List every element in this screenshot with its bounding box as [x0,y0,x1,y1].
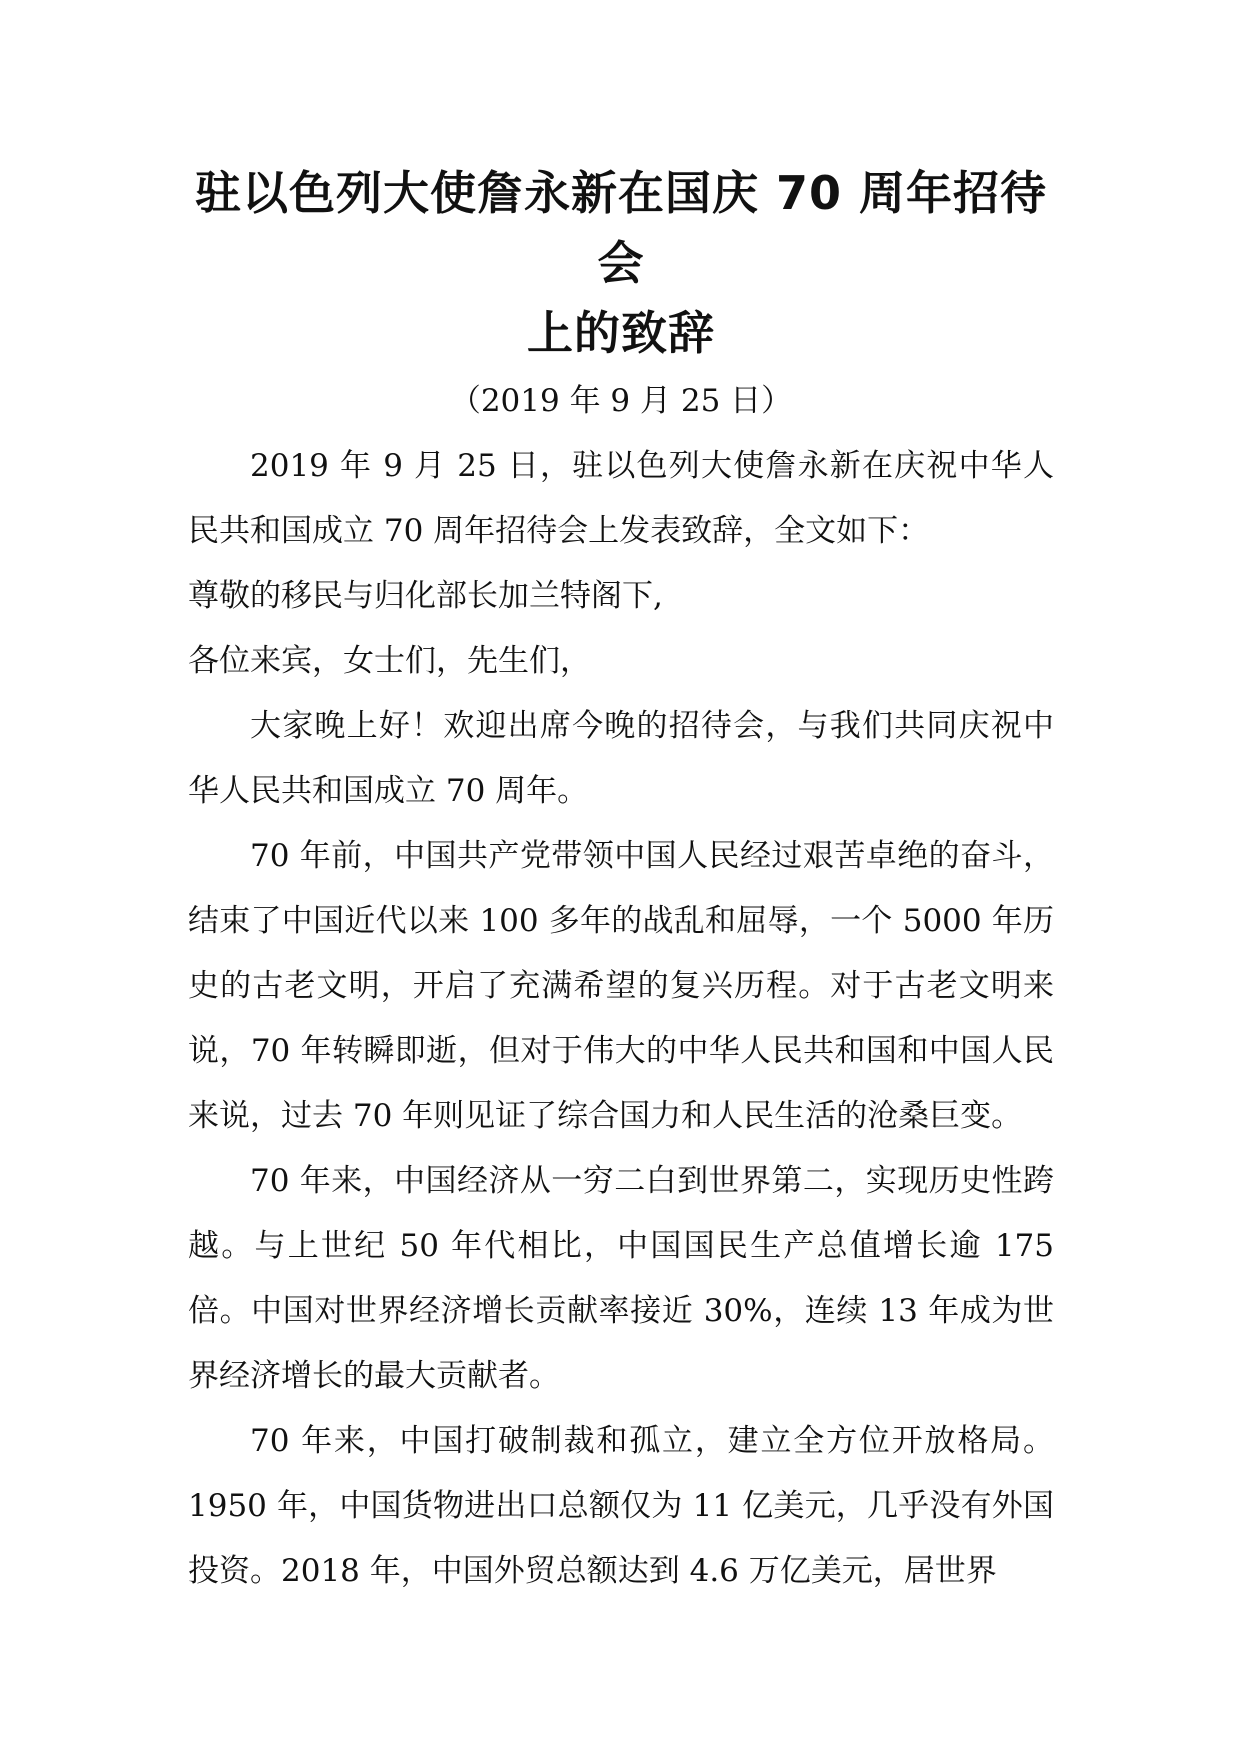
salutation-guests: 各位来宾，女士们，先生们， [188,643,591,679]
document-page [188,158,1054,1604]
paragraph-opening-up: 70 年来，中国打破制裁和孤立，建立全方位开放格局。1950 年，中国货物进出口总额仅为 11 亿美元，几乎没有外国投资。2018 年，中国外贸总额达到 4.6 万亿美元，居世界 [188,1423,1054,1589]
paragraph-welcome: 大家晚上好！欢迎出席今晚的招待会，与我们共同庆祝中华人民共和国成立 70 周年。 [188,708,1054,809]
paragraph-history: 70 年前，中国共产党带领中国人民经过艰苦卓绝的奋斗，结束了中国近代以来 100 多年的战乱和屈辱，一个 5000 年历史的古老文明，开启了充满希望的复兴历程。对于古老文明来说，70 年转瞬即逝，但对于伟大的中华人民共和国和中国人民来说，过去 70 年则见证了综合国力和人民生活的沧桑巨变。 [188,838,1054,1134]
document-body [188,434,1054,1604]
title-line-1: 驻以色列大使詹永新在国庆 70 周年招待会 [194,166,1048,290]
paragraph-intro: 2019 年 9 月 25 日，驻以色列大使詹永新在庆祝中华人民共和国成立 70 周年招待会上发表致辞，全文如下： [188,448,1054,549]
document-date: （2019 年 9 月 25 日） [449,383,793,419]
salutation-minister: 尊敬的移民与归化部长加兰特阁下, [188,578,663,614]
title-line-2: 上的致辞 [527,306,715,360]
document-title [188,158,1054,368]
paragraph-economy: 70 年来，中国经济从一穷二白到世界第二，实现历史性跨越。与上世纪 50 年代相比，中国国民生产总值增长逾 175 倍。中国对世界经济增长贡献率接近 30%，连续 13 年成为世界经济增长的最大贡献者。 [188,1163,1054,1394]
